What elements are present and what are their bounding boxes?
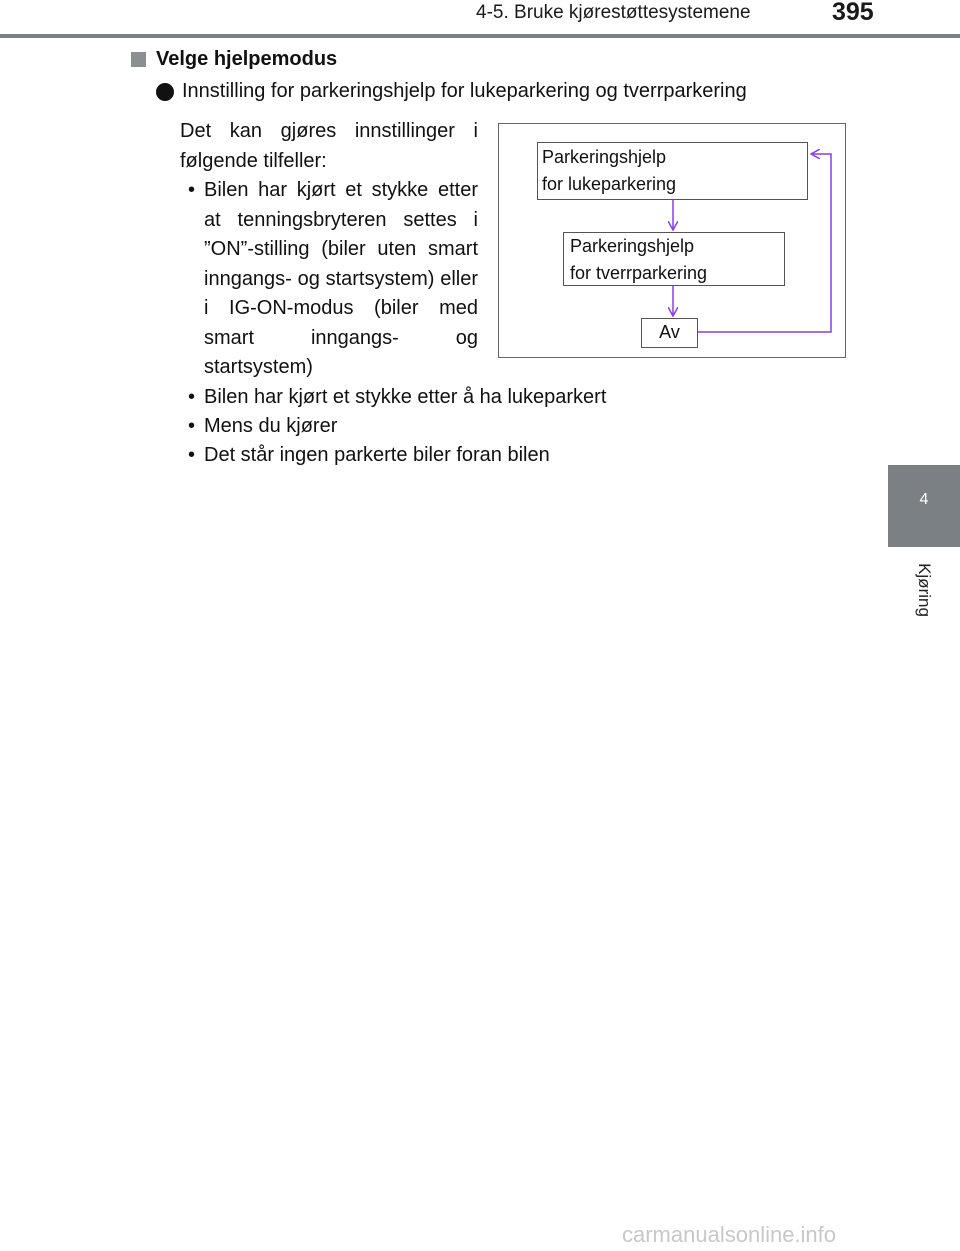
chapter-label: Kjøring (915, 563, 934, 617)
box-label: for tverrparkering (570, 263, 708, 283)
heading-square-icon (131, 52, 146, 67)
section-heading: Velge hjelpemodus (156, 48, 338, 70)
condition-item: • Bilen har kjørt et stykke etter at tenningsbryteren settes i ”ON”-stilling (biler uten smart inngangs- og startsystem) eller i IG-ON-modus (biler med smart inngangs- og startsystem) (180, 176, 478, 383)
conditions-paragraph (180, 117, 478, 383)
subheading: Innstilling for parkeringshjelp for lukeparkering og tverrparkering (182, 80, 747, 102)
intro-text: Det kan gjøres innstillinger i følgende tilfeller: (180, 120, 478, 172)
chapter-tab (888, 465, 960, 547)
page-number: 395 (832, 0, 874, 26)
box-label: for lukeparkering (542, 174, 677, 194)
mode-box-off: Av (641, 318, 698, 348)
mode-box-perpendicular-parking (563, 232, 785, 286)
mode-cycle-diagram (498, 123, 846, 358)
box-label: Parkeringshjelp (542, 147, 667, 167)
header-rule (0, 34, 960, 38)
condition-item: • Bilen har kjørt et stykke etter å ha lukeparkert (180, 383, 860, 412)
mode-box-parallel-parking (537, 142, 808, 200)
box-label: Parkeringshjelp (570, 236, 695, 256)
condition-item: • Mens du kjører (180, 412, 860, 441)
condition-list (180, 383, 860, 470)
watermark: carmanualsonline.info (622, 1222, 837, 1247)
bullet-circle-icon (156, 83, 174, 101)
condition-item: • Det står ingen parkerte biler foran bilen (180, 441, 860, 470)
running-header-section: 4-5. Bruke kjørestøttesystemene (476, 2, 751, 23)
chapter-number: 4 (919, 491, 929, 508)
